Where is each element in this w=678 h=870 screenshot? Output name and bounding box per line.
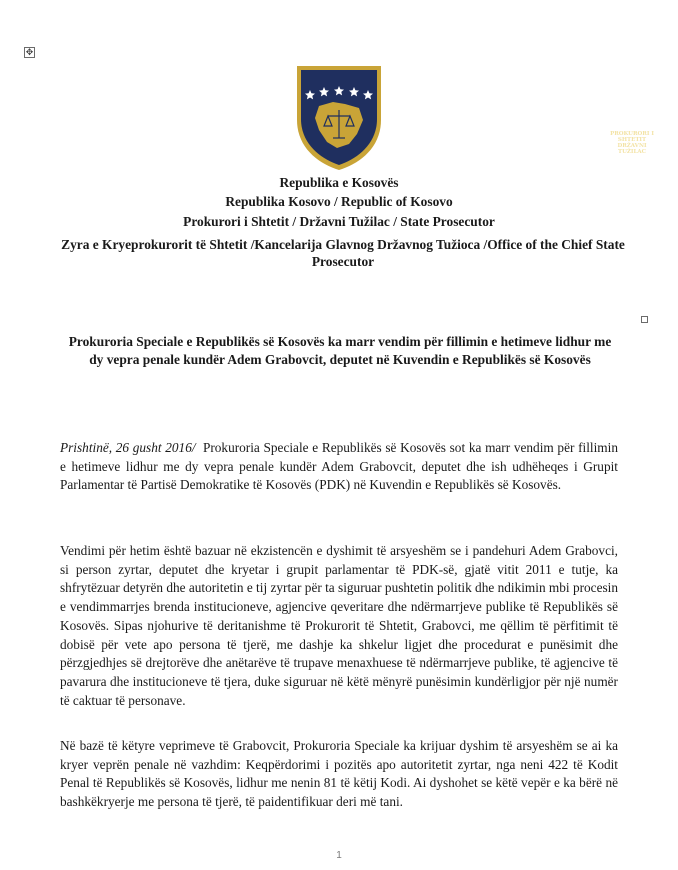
header-country-translations: Republika Kosovo / Republic of Kosovo xyxy=(225,194,453,209)
press-release-title: Prokuroria Speciale e Republikës së Kosovës ka marr vendim për fillimin e hetimeve lidhur me dy vepra penale kundër Adem Grabovcit, deputet në Kuvendin e Republikës së Kosovës xyxy=(68,334,612,367)
dateline: Prishtinë, 26 gusht 2016/ xyxy=(60,440,196,455)
paragraph-3: Në bazë të këtyre veprimeve të Grabovcit, Prokuroria Speciale ka krijuar dyshim të arsyeshëm se ai ka kryer veprën penale në vazhdim: Keqpërdorimi i pozitës apo autoritetit zyrtar, nga neni 422 të Kodit Penal të Republikës së Kosovës, lidhur me nenin 81 të këtij Kodi. Ai dyshohet se këtë vepër e ka bërë në bashkëkryerje me persona të tjerë, të paidentifikuar deri më tani. xyxy=(60,738,618,810)
paragraph-1 xyxy=(60,439,618,495)
resize-handle-icon[interactable] xyxy=(641,316,648,323)
table-move-handle[interactable] xyxy=(24,47,35,58)
seal-line-2: DRŽAVNI TUŽILAC xyxy=(617,143,647,155)
seal-text xyxy=(604,131,660,155)
header-office: Zyra e Kryeprokurorit të Shtetit /Kancelarija Glavnog Državnog Tužioca /Office of the Chief State Prosecutor xyxy=(61,237,625,269)
header-institution: Prokurori i Shtetit / Državni Tužilac / State Prosecutor xyxy=(183,214,495,229)
state-prosecutor-emblem xyxy=(293,62,654,172)
paragraph-1-body: Prokuroria Speciale e Republikës së Kosovës sot ka marr vendim për fillimin e hetimeve lidhur me dy vepra penale kundër Adem Grabovcit, deputet dhe ish udhëheqes i Grupit Parlamentar të Partisë Demokratike të Kosovës (PDK) në Kuvendin e Republikës së Kosovës. xyxy=(60,440,618,493)
paragraph-2: Vendimi për hetim është bazuar në ekzistencën e dyshimit të arsyeshëm se i pandehuri Adem Grabovci, si person zyrtar, deputet dhe kryetar i grupit parlamentar të PDK-së, gjatë vitit 2011 e tutje, ka shfrytëzuar detyrën dhe autoritetin e tij zyrtar për ta siguruar pushtetin politik dhe ndikimin mbi procesin e vendimmarrjes brenda institucioneve, agjencive qeveritare dhe ndërmarrjeve publike të Republikës së Kosovës. Sipas njohurive të deritanishme të Prokurorit të Shtetit, Grabovci, me qëllim të përfitimit të dobisë për vete apo persona të tjerë, me dashje ka shkelur ligjet dhe procedurat e punësimit dhe përzgjedhjes së drejtorëve dhe anëtarëve të trupave menaxhuese të ndërmarrjeve publike, të agjencive të pavarura dhe institucioneve të tjera, duke siguruar në këtë mënyrë punësimin kundërligjor për një numër të caktuar të personave. xyxy=(60,543,618,708)
header-country: Republika e Kosovës xyxy=(279,175,399,190)
page-number: 1 xyxy=(336,850,342,861)
shield-emblem-icon xyxy=(293,62,385,172)
move-icon: ✥ xyxy=(25,47,34,57)
seal-line-1: PROKURORI I SHTETIT xyxy=(610,131,654,143)
